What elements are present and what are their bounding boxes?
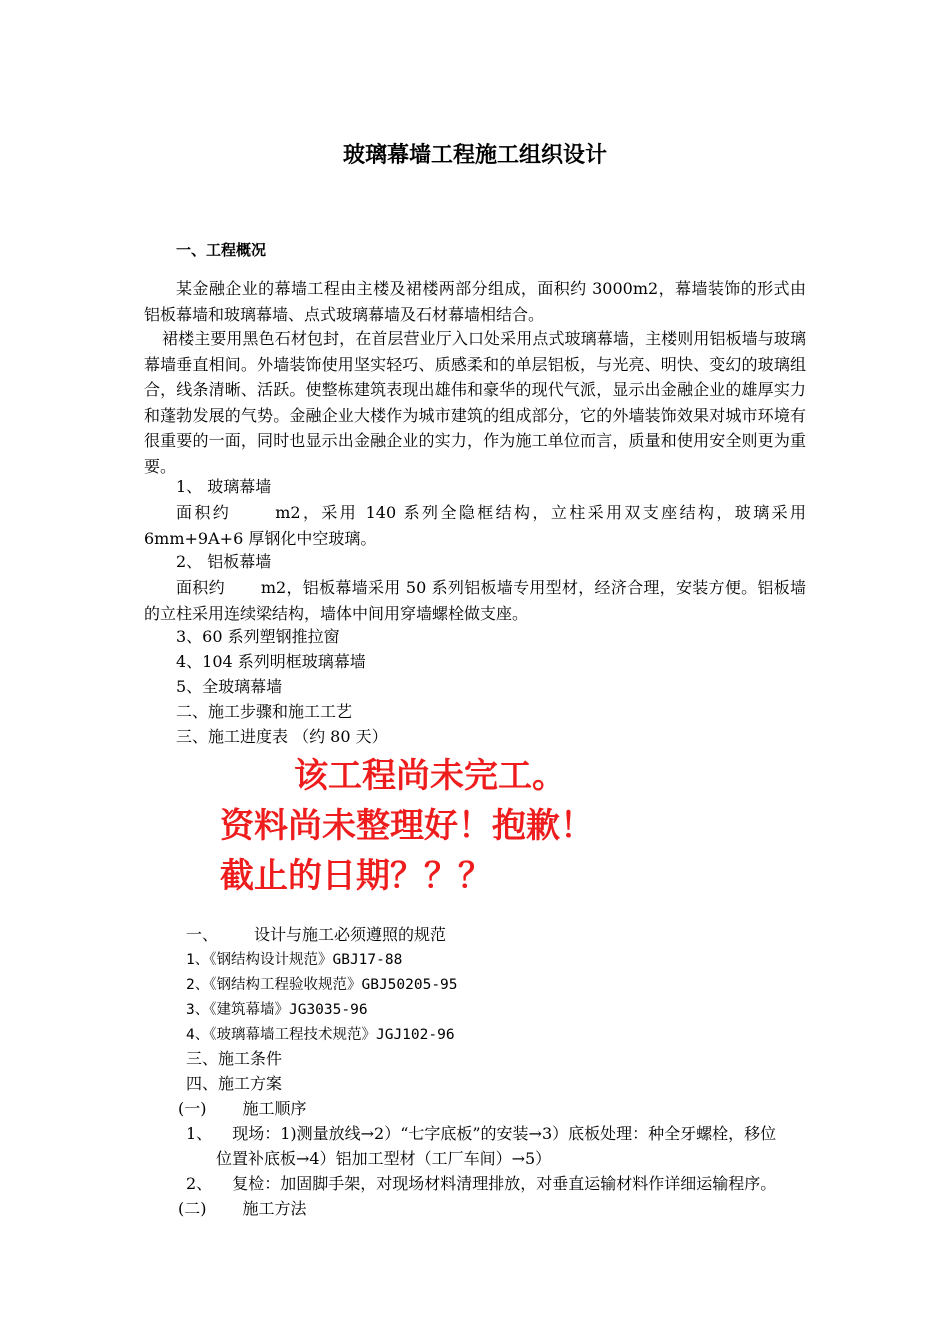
- notice-line-2: 资料尚未整理好！抱歉！: [220, 806, 594, 846]
- item-5: 5、全玻璃幕墙: [176, 677, 283, 696]
- section-heading-overview: 一、工程概况: [176, 241, 267, 259]
- step-text: 复检：加固脚手架，对现场材料清理排放，对垂直运输材料作详细运输程序。: [232, 1174, 777, 1193]
- section-conditions: 三、施工条件: [186, 1049, 283, 1068]
- subsection-number: (一): [178, 1099, 207, 1118]
- subsection-order: [178, 1097, 307, 1121]
- step-1: [186, 1122, 776, 1146]
- step-2: [186, 1172, 776, 1196]
- norm-2: 2、《钢结构工程验收规范》GBJ50205-95: [186, 977, 458, 993]
- step-number: 2、: [186, 1174, 213, 1193]
- item-text: m2，采用 140 系列全隐框结构，立柱采用双支座结构，玻璃采用 6mm+9A+6 厚钢化中空玻璃。: [144, 503, 806, 548]
- section-schedule: 三、施工进度表 （约 80 天）: [176, 727, 388, 746]
- subsection-title: 施工方法: [242, 1199, 307, 1218]
- area-label: 面积约: [176, 578, 225, 597]
- item-text: m2，铝板幕墙采用 50 系列铝板墙专用型材，经济合理，安装方便。铝板墙的立柱采用连续梁结构，墙体中间用穿墙螺栓做支座。: [144, 578, 806, 623]
- subsection-method: [178, 1197, 307, 1221]
- area-label: 面积约: [176, 503, 232, 522]
- norms-heading-number: 一、: [186, 925, 219, 944]
- item-aluminum-curtain-wall-text: [144, 575, 806, 626]
- item-glass-curtain-wall-title: 1、 玻璃幕墙: [176, 477, 272, 496]
- section-plan: 四、施工方案: [186, 1074, 283, 1093]
- step-text: 现场：1)测量放线→2）“七字底板”的安装→3）底板处理：种全牙螺栓，移位: [232, 1124, 777, 1143]
- item-4: 4、104 系列明框玻璃幕墙: [176, 652, 366, 671]
- notice-line-3: 截止的日期？？？: [220, 856, 492, 896]
- item-glass-curtain-wall-text: [144, 500, 806, 551]
- overview-paragraph-2: 裙楼主要用黑色石材包封，在首层营业厅入口处采用点式玻璃幕墙，主楼则用铝板墙与玻璃幕墙垂直相间。外墙装饰使用坚实轻巧、质感柔和的单层铝板，与光亮、明快、变幻的玻璃组合，线条清晰、活跃。使整栋建筑表现出雄伟和豪华的现代气派，显示出金融企业的雄厚实力和蓬勃发展的气势。金融企业大楼作为城市建筑的组成部分，它的外墙装饰效果对城市环境有很重要的一面，同时也显示出金融企业的实力，作为施工单位而言，质量和使用安全则更为重要。: [144, 329, 806, 476]
- item-aluminum-curtain-wall-title: 2、 铝板幕墙: [176, 552, 272, 571]
- document-title: 玻璃幕墙工程施工组织设计: [342, 143, 607, 168]
- step-1-continued: 位置补底板→4）铝加工型材（工厂车间）→5）: [216, 1149, 552, 1168]
- subsection-title: 施工顺序: [242, 1099, 307, 1118]
- overview-paragraph-1: 某金融企业的幕墙工程由主楼及裙楼两部分组成，面积约 3000m2，幕墙装饰的形式由铝板幕墙和玻璃幕墙、点式玻璃幕墙及石材幕墙相结合。: [144, 279, 806, 324]
- norm-3: 3、《建筑幕墙》JG3035-96: [186, 1002, 368, 1018]
- norm-1: 1、《钢结构设计规范》GBJ17-88: [186, 952, 403, 968]
- step-number: 1、: [186, 1124, 213, 1143]
- item-3: 3、60 系列塑钢推拉窗: [176, 627, 340, 646]
- section-steps: 二、施工步骤和施工工艺: [176, 702, 353, 721]
- norms-heading: [186, 923, 446, 947]
- subsection-number: (二): [178, 1199, 207, 1218]
- norms-heading-text: 设计与施工必须遵照的规范: [254, 925, 447, 944]
- norm-4: 4、《玻璃幕墙工程技术规范》JGJ102-96: [186, 1027, 455, 1043]
- notice-line-1: 该工程尚未完工。: [294, 756, 566, 796]
